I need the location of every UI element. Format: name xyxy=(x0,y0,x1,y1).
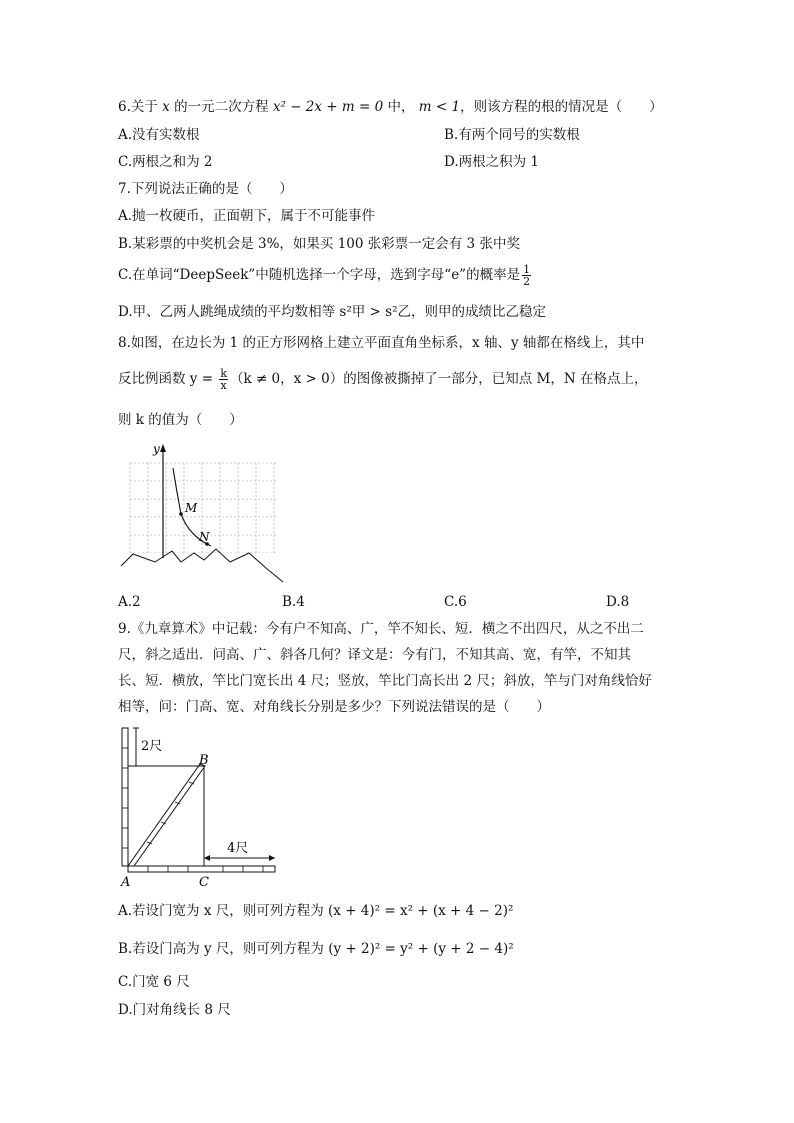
label-a: A xyxy=(121,875,131,889)
label-2chi: 2尺 xyxy=(141,739,163,754)
q6-option-a[interactable]: A.没有实数根 xyxy=(118,127,200,143)
q9-line3: 长、短．横放，竿比门宽长出 4 尺；竖放，竿比门高长出 2 尺；斜放，竿与门对角线恰好 xyxy=(118,673,652,689)
q9-option-b[interactable]: B.若设门高为 y 尺，则可列方程为 (y + 2)² = y² + (y + 2 − 4)² xyxy=(118,941,514,957)
q7-option-a[interactable]: A.抛一枚硬币，正面朝下，属于不可能事件 xyxy=(118,208,376,224)
q7-option-b[interactable]: B.某彩票的中奖机会是 3%，如果买 100 张彩票一定会有 3 张中奖 xyxy=(118,236,520,252)
fraction: $\frac{k}{x}$ xyxy=(220,367,227,392)
q7-stem: 7.下列说法正确的是（ ） xyxy=(118,181,293,197)
q9-line4: 相等，问：门高、宽、对角线长分别是多少？下列说法错误的是（ ） xyxy=(118,699,550,715)
q9-line2: 尺，斜之适出．问高、广、斜各几何？译文是：今有门，不知其高、宽，有竿，不知其 xyxy=(118,647,631,663)
point-m-label: M xyxy=(185,501,198,515)
q6-option-c[interactable]: C.两根之和为 2 xyxy=(118,154,213,170)
horizontal-pole xyxy=(128,866,275,872)
q6-stem: 6.关于 x 的一元二次方程 x² − 2x + m = 0 中， m < 1，则该方程的根的情况是（ ） xyxy=(118,99,663,115)
y-axis-label: y xyxy=(153,442,160,456)
q7-option-c[interactable]: C.在单词“DeepSeek”中随机选择一个字母，选到字母“e”的概率是 $\frac{1}{2}$ xyxy=(118,263,531,288)
q8-option-c[interactable]: C.6 xyxy=(444,594,467,610)
q8-option-b[interactable]: B.4 xyxy=(282,594,305,610)
point-n-label: N xyxy=(199,530,210,544)
q8-option-a[interactable]: A.2 xyxy=(118,594,141,610)
q8-option-d[interactable]: D.8 xyxy=(606,594,630,610)
q9-figure xyxy=(115,724,290,889)
label-4chi: 4尺 xyxy=(227,841,249,856)
q8-line1: 8.如图，在边长为 1 的正方形网格上建立平面直角坐标系，x 轴、y 轴都在格线上，其中 xyxy=(118,335,645,351)
y-axis-arrow xyxy=(160,444,166,452)
q9-option-c[interactable]: C.门宽 6 尺 xyxy=(118,974,190,990)
label-b: B xyxy=(199,753,209,768)
q9-option-a[interactable]: A.若设门宽为 x 尺，则可列方程为 (x + 4)² = x² + (x + 4 − 2)² xyxy=(118,903,514,919)
q6-option-b[interactable]: B.有两个同号的实数根 xyxy=(444,127,580,143)
q9-option-d[interactable]: D.门对角线长 8 尺 xyxy=(118,1002,231,1018)
q8-line3: 则 k 的值为（ ） xyxy=(118,412,243,428)
q9-line1: 9.《九章算术》中记载：今有户不知高、广，竿不知长、短．横之不出四尺，从之不出二 xyxy=(118,621,644,637)
q7-option-d[interactable]: D.甲、乙两人跳绳成绩的平均数相等 s²甲 > s²乙，则甲的成绩比乙稳定 xyxy=(118,304,546,320)
point-m xyxy=(179,512,183,516)
diagonal-pole xyxy=(128,764,205,866)
vertical-pole xyxy=(122,728,128,866)
q8-line2: 反比例函数 y = $\frac{k}{x}$ （k ≠ 0，x > 0）的图像被撕掉了一部分，已知点 M，N 在格点上， xyxy=(118,367,648,392)
fraction: $\frac{1}{2}$ xyxy=(523,263,531,288)
label-c: C xyxy=(199,875,209,889)
q6-option-d[interactable]: D.两根之积为 1 xyxy=(444,154,540,170)
door-frame xyxy=(128,766,204,866)
q8-figure xyxy=(115,438,295,588)
